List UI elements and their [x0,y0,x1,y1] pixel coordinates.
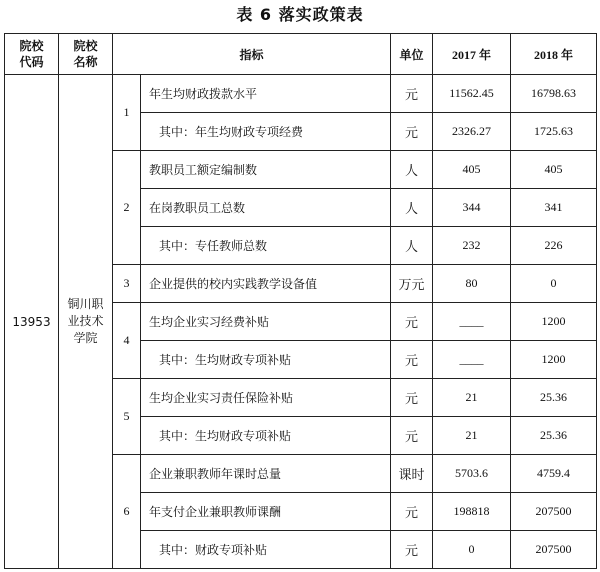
group-number: 4 [113,303,141,379]
unit-cell: 元 [391,75,433,113]
header-school-name: 院校名称 [59,34,113,75]
unit-cell: 元 [391,531,433,569]
value-2017: 232 [433,227,511,265]
header-school-code: 院校代码 [5,34,59,75]
group-number: 3 [113,265,141,303]
value-2017: 405 [433,151,511,189]
value-2018: 16798.63 [511,75,597,113]
indicator-label: 在岗教职员工总数 [141,189,391,227]
value-2018: 1725.63 [511,113,597,151]
value-2018: 226 [511,227,597,265]
unit-cell: 元 [391,303,433,341]
table-title: 表 6 落实政策表 [236,5,364,24]
value-2017: 5703.6 [433,455,511,493]
table-header [5,34,597,75]
school-code: 13953 [5,75,59,569]
unit-cell: 万元 [391,265,433,303]
value-2017: 21 [433,379,511,417]
header-indicator: 指标 [113,34,391,75]
header-2017: 2017 年 [433,34,511,75]
unit-cell: 课时 [391,455,433,493]
indicator-label: 企业兼职教师年课时总量 [141,455,391,493]
value-2018: 0 [511,265,597,303]
table-body [5,75,597,569]
unit-cell: 人 [391,151,433,189]
value-2018: 25.36 [511,379,597,417]
value-2018: 1200 [511,303,597,341]
value-2017: ____ [433,341,511,379]
value-2017: 2326.27 [433,113,511,151]
school-name-text: 铜川职业技术学院 [67,297,104,345]
table-row [5,75,597,113]
policy-table [4,33,597,569]
header-2018: 2018 年 [511,34,597,75]
value-2017: 0 [433,531,511,569]
value-2018: 207500 [511,493,597,531]
value-2018: 341 [511,189,597,227]
school-name [59,75,113,569]
indicator-label: 企业提供的校内实践教学设备值 [141,265,391,303]
indicator-label: 其中：年生均财政专项经费 [141,113,391,151]
value-2017: ____ [433,303,511,341]
unit-cell: 人 [391,189,433,227]
group-number: 2 [113,151,141,265]
group-number: 1 [113,75,141,151]
indicator-label: 年支付企业兼职教师课酬 [141,493,391,531]
indicator-label: 教职员工额定编制数 [141,151,391,189]
unit-cell: 人 [391,227,433,265]
indicator-label: 年生均财政拨款水平 [141,75,391,113]
unit-cell: 元 [391,417,433,455]
unit-cell: 元 [391,113,433,151]
value-2018: 1200 [511,341,597,379]
indicator-label: 其中：专任教师总数 [141,227,391,265]
header-unit: 单位 [391,34,433,75]
value-2018: 207500 [511,531,597,569]
value-2017: 344 [433,189,511,227]
value-2017: 21 [433,417,511,455]
value-2017: 80 [433,265,511,303]
indicator-label: 生均企业实习经费补贴 [141,303,391,341]
indicator-label: 生均企业实习责任保险补贴 [141,379,391,417]
value-2017: 198818 [433,493,511,531]
value-2018: 405 [511,151,597,189]
unit-cell: 元 [391,341,433,379]
value-2018: 4759.4 [511,455,597,493]
value-2017: 11562.45 [433,75,511,113]
unit-cell: 元 [391,493,433,531]
group-number: 5 [113,379,141,455]
value-2018: 25.36 [511,417,597,455]
indicator-label: 其中：生均财政专项补贴 [141,417,391,455]
indicator-label: 其中：生均财政专项补贴 [141,341,391,379]
indicator-label: 其中：财政专项补贴 [141,531,391,569]
unit-cell: 元 [391,379,433,417]
group-number: 6 [113,455,141,569]
